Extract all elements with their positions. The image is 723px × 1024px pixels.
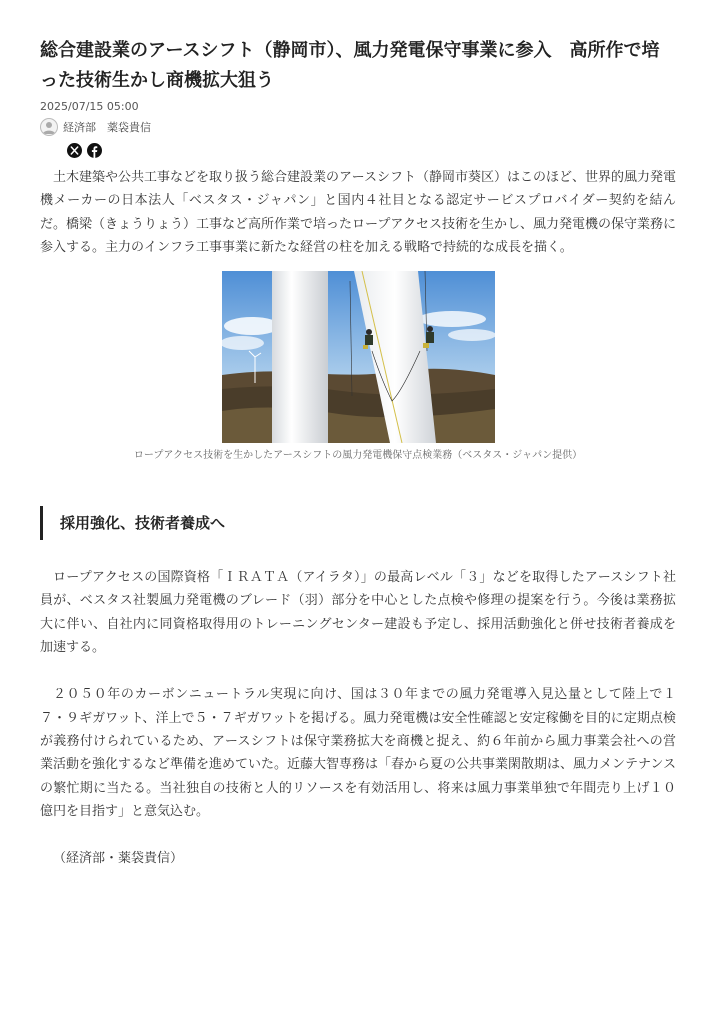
article-title: 総合建設業のアースシフト（静岡市）、風力発電保守事業に参入 高所作で培った技術生かし商機拡大狙う [40, 40, 660, 91]
facebook-logo-icon [87, 143, 102, 158]
wind-turbine-photo[interactable] [222, 271, 495, 443]
section-heading: 採用強化、技術者養成へ [40, 506, 676, 540]
share-buttons [67, 143, 676, 158]
byline [40, 117, 676, 137]
photo-caption: ロープアクセス技術を生かしたアースシフトの風力発電機保守点検業務（ベスタス・ジャパン提供） [133, 450, 583, 462]
author-name: 経済部 薬袋貴信 [63, 121, 151, 134]
article-signature: （経済部・薬袋貴信） [53, 851, 184, 867]
x-logo-icon [67, 143, 82, 158]
share-facebook-button[interactable] [87, 143, 102, 158]
share-x-button[interactable] [67, 143, 82, 158]
body-paragraph-1: 土木建築や公共工事などを取り扱う総合建設業のアースシフト（静岡市葵区）はこのほど、世界的風力発電機メーカーの日本法人「ベスタス・ジャパン」と国内４社目となる認定サービスプロバイダー契約を結んだ。橋梁（きょうりょう）工事など高所作業で培ったロープアクセス技術を生かし、風力発電機の保守業務に参入する。主力のインフラ工事事業に新たな経営の柱を加える戦略で持続的な成長を描く。 [40, 170, 676, 255]
publish-date: 2025/07/15 05:00 [40, 100, 139, 113]
article-figure [40, 271, 676, 463]
author-avatar-icon [40, 118, 58, 136]
body-paragraph-2: ロープアクセスの国際資格「ＩＲＡＴＡ（アイラタ）」の最高レベル「３」などを取得したアースシフト社員が、ベスタス社製風力発電機のブレード（羽）部分を中心とした点検や修理の提案を行う。今後は業務拡大に伴い、自社内に同資格取得用のトレーニングセンター建設も予定し、採用活動強化と併せ技術者養成を加速する。 [40, 570, 676, 656]
article [40, 36, 676, 870]
body-paragraph-3: ２０５０年のカーボンニュートラル実現に向け、国は３０年までの風力発電導入見込量として陸上で１７・９ギガワット、洋上で５・７ギガワットを掲げる。風力発電機は安全性確認と安定稼働を目的に定期点検が義務付けられているため、アースシフトは保守業務拡大を商機と捉え、約６年前から風力事業会社への営業活動を強化するなど準備を進めていた。近藤大智専務は「春から夏の公共事業閑散期は、風力メンテナンスの繁忙期に当たる。当社独自の技術と人的リソースを有効活用し、将来は風力事業単独で年間売り上げ１０億円を目指す」と意気込む。 [40, 687, 676, 819]
